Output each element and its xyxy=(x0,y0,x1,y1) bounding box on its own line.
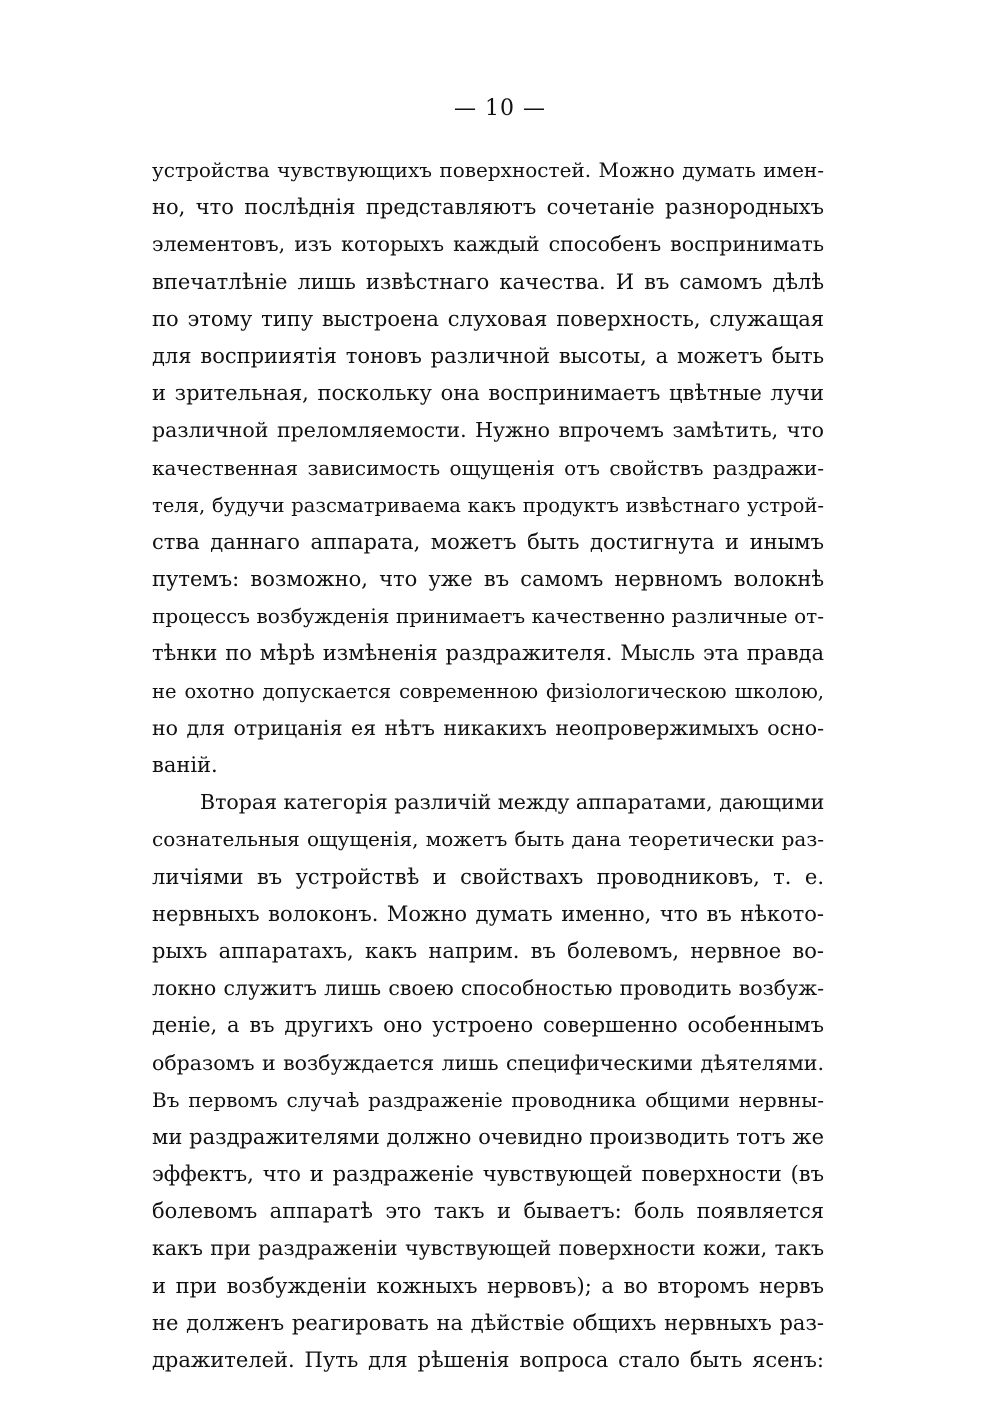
text-line: ства даннаго аппарата, можетъ быть достигнута и инымъ xyxy=(152,529,824,554)
text-line: ваній. xyxy=(152,753,218,777)
text-line: болевомъ аппаратѣ это такъ и бываетъ: боль появляется xyxy=(152,1199,824,1224)
page-number: — 10 — xyxy=(454,96,546,121)
text-line: и при возбужденіи кожныхъ нервовъ); а во второмъ нервъ xyxy=(152,1273,824,1298)
text-line: не охотно допускается современною физіологическою школою, xyxy=(152,679,824,703)
text-line: качественная зависимость ощущенія отъ свойствъ раздражи- xyxy=(152,455,824,480)
text-line: элементовъ, изъ которыхъ каждый способенъ воспринимать xyxy=(152,232,824,257)
text-line: тѣнки по мѣрѣ измѣненія раздражителя. Мысль эта правда xyxy=(152,641,824,666)
text-line: личіями въ устройствѣ и свойствахъ проводниковъ, т. е. xyxy=(152,864,824,889)
text-line: для восприиятія тоновъ различной высоты, а можетъ быть xyxy=(152,343,824,368)
text-line: Въ первомъ случаѣ раздраженіе проводника общими нервны- xyxy=(152,1087,824,1112)
text-line: какъ при раздраженіи чувствующей поверхности кожи, такъ xyxy=(152,1236,824,1261)
text-line: впечатлѣніе лишь извѣстнаго качества. И въ самомъ дѣлѣ xyxy=(152,269,824,294)
text-line: процессъ возбужденія принимаетъ качественно различные от- xyxy=(152,604,824,629)
text-line: но, что послѣднія представляютъ сочетаніе разнородныхъ xyxy=(152,195,824,220)
text-line: деніе, а въ другихъ оно устроено совершенно особеннымъ xyxy=(152,1013,824,1038)
text-line: путемъ: возможно, что уже въ самомъ нервномъ волокнѣ xyxy=(152,567,824,592)
text-line: эффектъ, что и раздраженіе чувствующей поверхности (въ xyxy=(152,1162,824,1187)
text-line: ми раздражителями должно очевидно производить тотъ же xyxy=(152,1124,824,1149)
paragraph-1 xyxy=(152,152,824,784)
body-text xyxy=(152,152,824,1379)
text-line: нервныхъ волоконъ. Можно думать именно, что въ нѣкото- xyxy=(152,901,824,926)
text-line: не долженъ реагировать на дѣйствіе общихъ нервныхъ раз- xyxy=(152,1310,824,1335)
text-line: по этому типу выстроена слуховая поверхность, служащая xyxy=(152,306,824,331)
text-line: Вторая категорія различій между аппаратами, дающими xyxy=(200,790,824,815)
text-line: устройства чувствующихъ поверхностей. Можно думать имен- xyxy=(152,158,824,182)
text-line: рыхъ аппаратахъ, какъ наприм. въ болевомъ, нервное во- xyxy=(152,938,824,963)
text-line: и зрительная, поскольку она воспринимаетъ цвѣтные лучи xyxy=(152,381,824,406)
text-line: различной преломляемости. Нужно впрочемъ замѣтить, что xyxy=(152,418,824,443)
text-line: образомъ и возбуждается лишь специфическими дѣятелями. xyxy=(152,1050,824,1075)
text-line: дражителей. Путь для рѣшенія вопроса стало быть ясенъ: xyxy=(152,1348,824,1372)
text-line: локно служитъ лишь своею способностью проводить возбуж- xyxy=(152,976,824,1001)
paragraph-2 xyxy=(152,784,824,1379)
text-line: сознательныя ощущенія, можетъ быть дана теоретически раз- xyxy=(152,827,824,852)
text-line: теля, будучи разсматриваема какъ продуктъ извѣстнаго устрой- xyxy=(152,493,824,517)
text-line: но для отрицанія ея нѣтъ никакихъ неопровержимыхъ осно- xyxy=(152,715,824,740)
